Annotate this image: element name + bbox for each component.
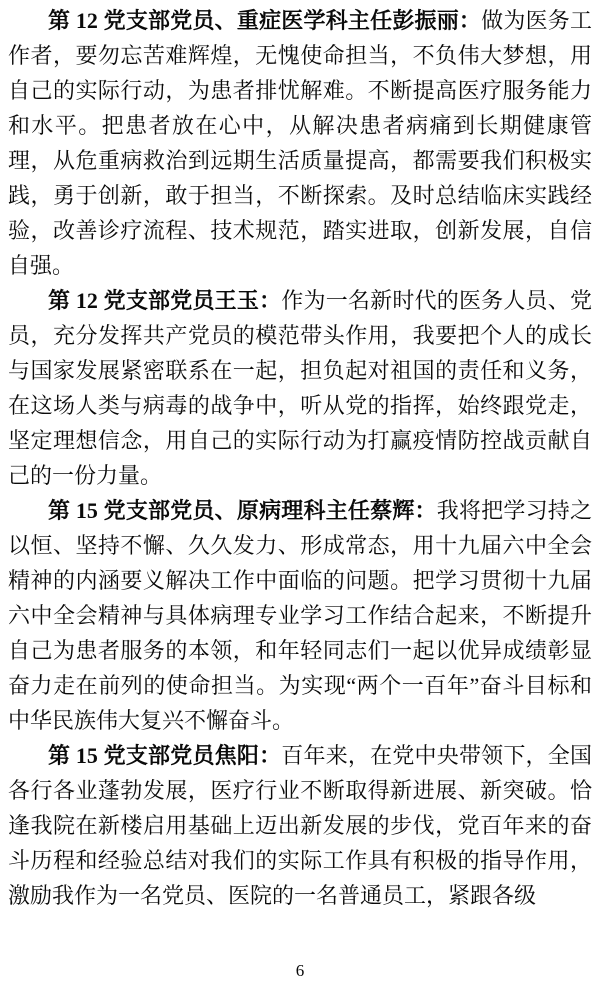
- paragraph-label: 第 15 党支部党员焦阳：: [48, 743, 282, 768]
- page-number: 6: [295, 961, 305, 980]
- paragraph-label: 第 12 党支部党员王玉：: [48, 288, 282, 313]
- paragraph-label: 第 12 党支部党员、重症医学科主任彭振丽：: [48, 8, 482, 33]
- paragraph: [8, 493, 592, 738]
- paragraph: [8, 3, 592, 283]
- paragraph-label: 第 15 党支部党员、原病理科主任蔡辉：: [48, 498, 437, 523]
- paragraph: [8, 738, 592, 913]
- paragraph-body: 我将把学习持之以恒、坚持不懈、久久发力、形成常态，用十九届六中全会精神的内涵要义解决工作中面临的问题。把学习贯彻十九届六中全会精神与具体病理专业学习工作结合起来，不断提升自己为患者服务的本领，和年轻同志们一起以优异成绩彰显奋力走在前列的使命担当。为实现“两个一百年”奋斗目标和中华民族伟大复兴不懈奋斗。: [8, 498, 592, 733]
- paragraph-body: 百年来，在党中央带领下，全国各行各业蓬勃发展，医疗行业不断取得新进展、新突破。恰逢我院在新楼启用基础上迈出新发展的步伐，党百年来的奋斗历程和经验总结对我们的实际工作具有积极的指导作用，激励我作为一名党员、医院的一名普通员工，紧跟各级: [8, 743, 592, 908]
- paragraph-body: 做为医务工作者，要勿忘苦难辉煌，无愧使命担当，不负伟大梦想，用自己的实际行动，为患者排忧解难。不断提高医疗服务能力和水平。把患者放在心中，从解决患者病痛到长期健康管理，从危重病救治到远期生活质量提高，都需要我们积极实践，勇于创新，敢于担当，不断探索。及时总结临床实践经验，改善诊疗流程、技术规范，踏实进取，创新发展，自信自强。: [8, 8, 592, 278]
- paragraph: [8, 283, 592, 493]
- paragraph-body: 作为一名新时代的医务人员、党员，充分发挥共产党员的模范带头作用，我要把个人的成长与国家发展紧密联系在一起，担负起对祖国的责任和义务，在这场人类与病毒的战争中，听从党的指挥，始终跟党走，坚定理想信念，用自己的实际行动为打赢疫情防控战贡献自己的一份力量。: [8, 288, 592, 488]
